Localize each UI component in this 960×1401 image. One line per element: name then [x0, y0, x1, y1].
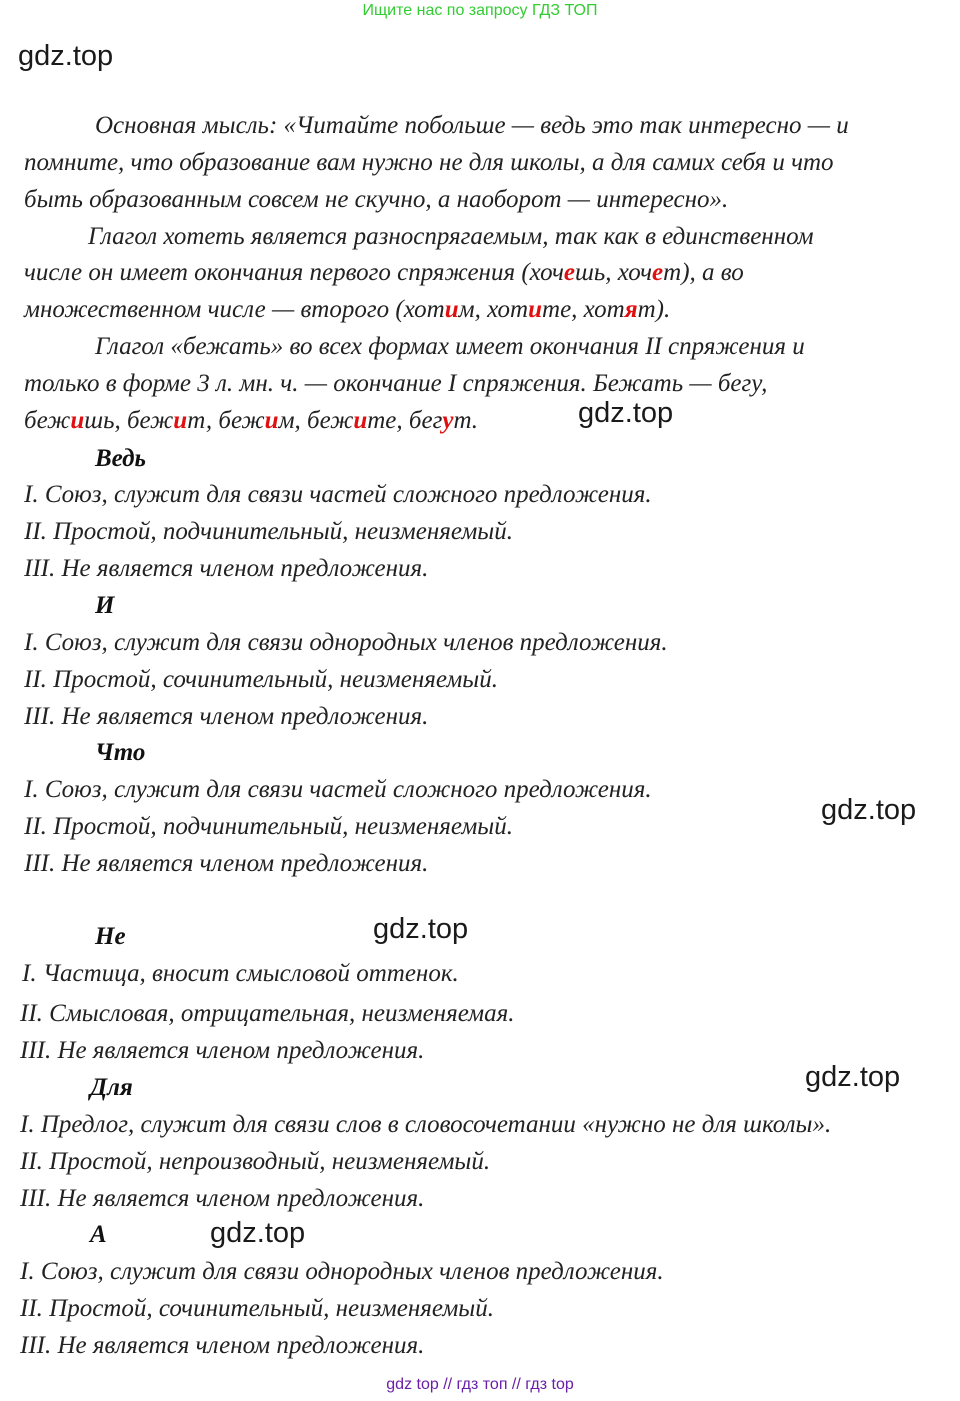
text-fragment: те, бег	[367, 407, 443, 434]
analysis-line: I. Союз, служит для связи частей сложного предложения.	[24, 481, 652, 508]
analysis-line: I. Предлог, служит для связи слов в словосочетании «нужно не для школы».	[20, 1111, 832, 1138]
text-fragment: т, беж	[187, 407, 265, 434]
watermark-logo: gdz.top	[805, 1061, 901, 1093]
analysis-line: II. Простой, сочинительный, неизменяемый.	[20, 1295, 494, 1322]
analysis-line: III. Не является членом предложения.	[24, 703, 429, 730]
watermark-logo: gdz.top	[821, 794, 917, 826]
analysis-line: I. Союз, служит для связи частей сложного предложения.	[24, 776, 652, 803]
main-idea-line-3: быть образованным совсем не скучно, а наоборот — интересно».	[24, 186, 729, 213]
analysis-word-ne: Не	[95, 923, 126, 950]
text-fragment: т.	[453, 407, 479, 434]
khotet-line-3	[24, 296, 670, 324]
analysis-line: II. Простой, сочинительный, неизменяемый.	[24, 666, 498, 693]
analysis-line: III. Не является членом предложения.	[24, 555, 429, 582]
text-fragment: множественном числе — второго (хот	[24, 296, 445, 323]
bezhat-line-3	[24, 407, 478, 435]
analysis-line: II. Простой, подчинительный, неизменяемый.	[24, 813, 513, 840]
analysis-line: I. Союз, служит для связи однородных членов предложения.	[20, 1258, 664, 1285]
highlighted-ending: е	[563, 259, 576, 286]
analysis-word-ved: Ведь	[95, 445, 146, 472]
analysis-line: III. Не является членом предложения.	[20, 1185, 425, 1212]
highlighted-ending: е	[652, 259, 664, 286]
analysis-word-dlya: Для	[90, 1074, 133, 1101]
text-fragment: шь, хоч	[575, 259, 653, 286]
watermark-logo: gdz.top	[18, 40, 114, 72]
analysis-word-chto: Что	[95, 739, 146, 766]
watermark-logo: gdz.top	[210, 1217, 306, 1249]
main-idea-line-1: Основная мысль: «Читайте побольше — ведь это так интересно — и	[95, 112, 849, 139]
highlighted-ending: и	[173, 407, 188, 434]
text-fragment: те, хот	[542, 296, 625, 323]
analysis-line: II. Смысловая, отрицательная, неизменяемая.	[20, 1000, 515, 1027]
highlighted-ending: и	[264, 407, 279, 434]
analysis-line: II. Простой, непроизводный, неизменяемый.	[20, 1148, 491, 1175]
text-fragment: м, беж	[278, 407, 354, 434]
khotet-line-1: Глагол хотеть является разноспрягаемым, так как в единственном	[88, 223, 814, 250]
analysis-line: I. Союз, служит для связи однородных членов предложения.	[24, 629, 668, 656]
analysis-line: III. Не является членом предложения.	[20, 1037, 425, 1064]
top-banner[interactable]: Ищите нас по запросу ГДЗ ТОП	[362, 2, 598, 19]
main-idea-line-2: помните, что образование вам нужно не для школы, а для самих себя и что	[24, 149, 834, 176]
highlighted-ending: и	[528, 296, 543, 323]
highlighted-ending: я	[624, 296, 638, 323]
bezhat-line-2: только в форме 3 л. мн. ч. — окончание I спряжения. Бежать — бегу,	[24, 370, 768, 397]
bezhat-line-1: Глагол «бежать» во всех формах имеет окончания II спряжения и	[95, 333, 805, 360]
text-fragment: беж	[24, 407, 71, 434]
highlighted-ending: и	[353, 407, 368, 434]
text-fragment: числе он имеет окончания первого спряжения (хоч	[24, 259, 564, 286]
highlighted-ending: у	[442, 407, 454, 434]
analysis-word-a: А	[90, 1221, 107, 1248]
watermark-logo: gdz.top	[373, 913, 469, 945]
text-fragment: шь, беж	[84, 407, 174, 434]
text-fragment: т).	[637, 296, 671, 323]
footer-links[interactable]: gdz top // гдз топ // гдз top	[386, 1376, 574, 1393]
analysis-line: III. Не является членом предложения.	[24, 850, 429, 877]
analysis-line: II. Простой, подчинительный, неизменяемый.	[24, 518, 513, 545]
text-fragment: м, хот	[458, 296, 529, 323]
khotet-line-2	[24, 259, 744, 287]
watermark-logo: gdz.top	[578, 397, 674, 429]
text-fragment: т), а во	[663, 259, 744, 286]
analysis-word-i: И	[95, 592, 115, 619]
highlighted-ending: и	[444, 296, 459, 323]
highlighted-ending: и	[70, 407, 85, 434]
analysis-line: I. Частица, вносит смысловой оттенок.	[22, 960, 459, 987]
analysis-line: III. Не является членом предложения.	[20, 1332, 425, 1359]
